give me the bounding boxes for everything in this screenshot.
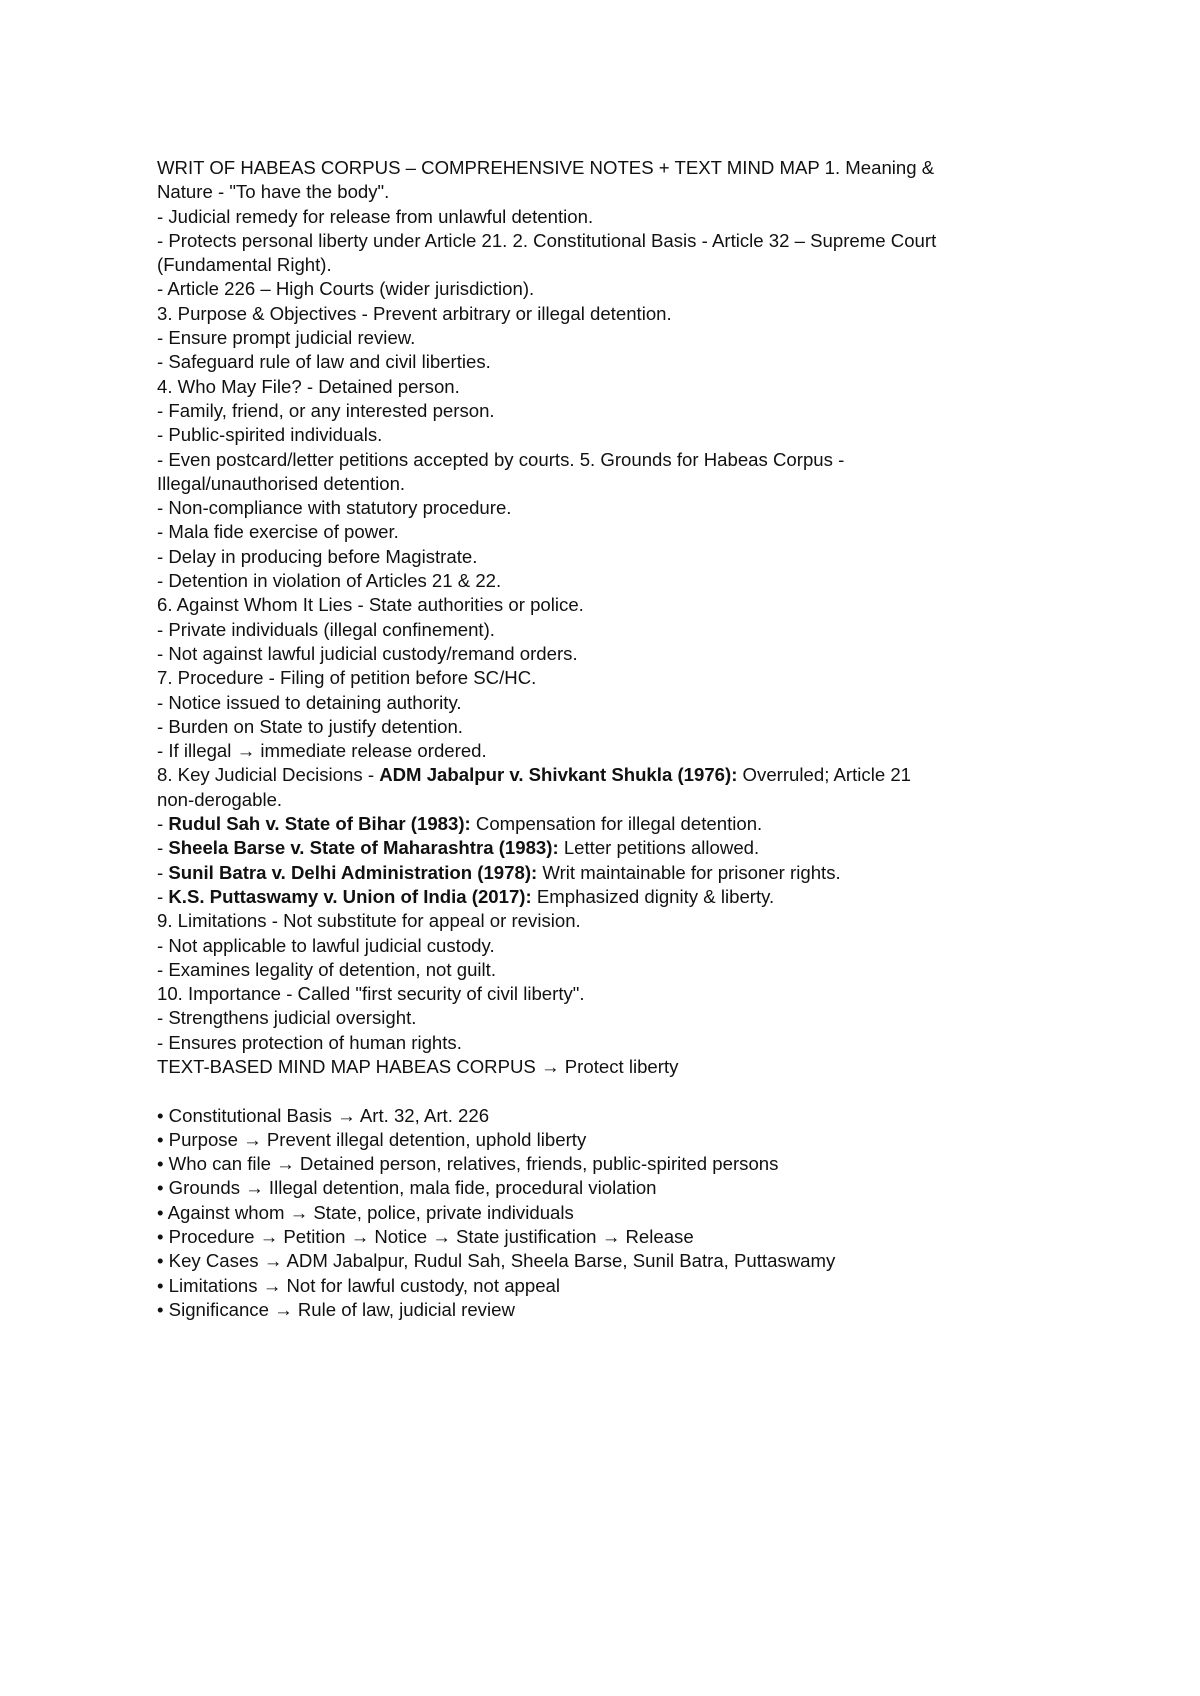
note-text: - — [157, 885, 169, 907]
note-text: Overruled; Article 21 — [737, 764, 912, 786]
mind-map-item: • Key Cases → ADM Jabalpur, Rudul Sah, Sheela Barse, Sunil Batra, Puttaswamy — [157, 1250, 836, 1272]
note-line — [157, 205, 1057, 229]
note-text: 7. Procedure - Filing of petition before SC/HC. — [157, 667, 537, 689]
note-text: - Delay in producing before Magistrate. — [157, 545, 478, 567]
note-text: - Private individuals (illegal confinement). — [157, 618, 495, 640]
note-line — [157, 229, 1057, 253]
note-line — [157, 350, 1057, 374]
note-text: - If illegal → immediate release ordered. — [157, 740, 487, 762]
note-line — [157, 253, 1057, 277]
note-line — [157, 1006, 1057, 1030]
note-text: - Article 226 – High Courts (wider jurisdiction). — [157, 278, 535, 300]
note-line — [157, 423, 1057, 447]
note-line — [157, 642, 1057, 666]
note-line — [157, 836, 1057, 860]
note-text: Writ maintainable for prisoner rights. — [537, 861, 841, 883]
note-text: - Burden on State to justify detention. — [157, 715, 463, 737]
note-text: Compensation for illegal detention. — [470, 813, 763, 835]
note-line — [157, 593, 1057, 617]
note-line — [157, 302, 1057, 326]
mind-map-item: • Purpose → Prevent illegal detention, uphold liberty — [157, 1128, 587, 1150]
note-line — [157, 472, 1057, 496]
case-citation: K.S. Puttaswamy v. Union of India (2017): — [168, 885, 532, 907]
note-line — [157, 618, 1057, 642]
note-text: - Ensures protection of human rights. — [157, 1031, 462, 1053]
case-citation: Rudul Sah v. State of Bihar (1983): — [168, 813, 471, 835]
note-line — [157, 739, 1057, 763]
document-page — [157, 156, 1057, 1322]
note-text: Emphasized dignity & liberty. — [531, 885, 775, 907]
note-text: TEXT-BASED MIND MAP HABEAS CORPUS → Protect liberty — [157, 1055, 679, 1077]
mind-map-item: • Limitations → Not for lawful custody, not appeal — [157, 1274, 561, 1296]
note-line — [157, 180, 1057, 204]
mind-map-list — [157, 1104, 1057, 1323]
note-line — [157, 885, 1057, 909]
note-text: 8. Key Judicial Decisions - — [157, 764, 380, 786]
note-text: - — [157, 861, 169, 883]
note-text: - Not applicable to lawful judicial custody. — [157, 934, 495, 956]
note-line — [157, 982, 1057, 1006]
case-citation: Sunil Batra v. Delhi Administration (1978): — [168, 861, 538, 883]
note-text: 3. Purpose & Objectives - Prevent arbitrary or illegal detention. — [157, 302, 672, 324]
note-line — [157, 691, 1057, 715]
mind-map-item: • Who can file → Detained person, relatives, friends, public-spirited persons — [157, 1153, 779, 1175]
note-text: - Judicial remedy for release from unlawful detention. — [157, 205, 594, 227]
note-line — [157, 715, 1057, 739]
note-text: Illegal/unauthorised detention. — [157, 472, 406, 494]
note-line — [157, 958, 1057, 982]
note-line — [157, 399, 1057, 423]
note-line — [157, 1055, 1057, 1079]
note-text: - Even postcard/letter petitions accepted by courts. 5. Grounds for Habeas Corpus - — [157, 448, 845, 470]
note-line — [157, 520, 1057, 544]
note-text: - Non-compliance with statutory procedure. — [157, 497, 512, 519]
mind-map-item: • Grounds → Illegal detention, mala fide, procedural violation — [157, 1177, 657, 1199]
section-gap — [157, 1079, 1057, 1103]
note-text: - Public-spirited individuals. — [157, 424, 383, 446]
note-line — [157, 496, 1057, 520]
note-text: - Not against lawful judicial custody/remand orders. — [157, 642, 578, 664]
note-line — [157, 1031, 1057, 1055]
note-text: - Detention in violation of Articles 21 & 22. — [157, 570, 502, 592]
mind-map-item: • Against whom → State, police, private individuals — [157, 1201, 574, 1223]
note-line — [157, 909, 1057, 933]
note-line — [157, 763, 1057, 787]
note-text: WRIT OF HABEAS CORPUS – COMPREHENSIVE NOTES + TEXT MIND MAP 1. Meaning & — [157, 157, 935, 178]
case-citation: ADM Jabalpur v. Shivkant Shukla (1976): — [379, 764, 738, 786]
note-text: Nature - "To have the body". — [157, 181, 390, 203]
note-text: (Fundamental Right). — [157, 254, 332, 276]
note-line — [157, 545, 1057, 569]
note-text: - Ensure prompt judicial review. — [157, 327, 416, 349]
mind-map-item: • Significance → Rule of law, judicial review — [157, 1298, 515, 1320]
note-line — [157, 448, 1057, 472]
note-line — [157, 666, 1057, 690]
note-line — [157, 375, 1057, 399]
note-line — [157, 788, 1057, 812]
note-text: - — [157, 837, 169, 859]
mind-map-item: • Procedure → Petition → Notice → State justification → Release — [157, 1226, 694, 1248]
note-text: - Strengthens judicial oversight. — [157, 1007, 417, 1029]
mind-map-item: • Constitutional Basis → Art. 32, Art. 226 — [157, 1104, 490, 1126]
note-line — [157, 156, 1057, 180]
note-text: - Family, friend, or any interested person. — [157, 399, 495, 421]
note-text: 10. Importance - Called "first security of civil liberty". — [157, 983, 585, 1005]
note-text: 4. Who May File? - Detained person. — [157, 375, 460, 397]
note-line — [157, 277, 1057, 301]
note-text: - Mala fide exercise of power. — [157, 521, 399, 543]
note-text: Letter petitions allowed. — [558, 837, 760, 859]
notes-section — [157, 156, 1057, 1079]
note-text: - Examines legality of detention, not guilt. — [157, 958, 497, 980]
note-text: 6. Against Whom It Lies - State authorities or police. — [157, 594, 584, 616]
note-text: non-derogable. — [157, 788, 283, 810]
note-line — [157, 812, 1057, 836]
case-citation: Sheela Barse v. State of Maharashtra (1983): — [168, 837, 559, 859]
note-line — [157, 934, 1057, 958]
note-line — [157, 326, 1057, 350]
note-text: - Protects personal liberty under Article 21. 2. Constitutional Basis - Article 32 – Supreme Court — [157, 229, 937, 251]
note-text: 9. Limitations - Not substitute for appeal or revision. — [157, 910, 581, 932]
note-text: - — [157, 813, 169, 835]
note-line — [157, 569, 1057, 593]
note-text: - Safeguard rule of law and civil liberties. — [157, 351, 491, 373]
note-text: - Notice issued to detaining authority. — [157, 691, 462, 713]
note-line — [157, 861, 1057, 885]
